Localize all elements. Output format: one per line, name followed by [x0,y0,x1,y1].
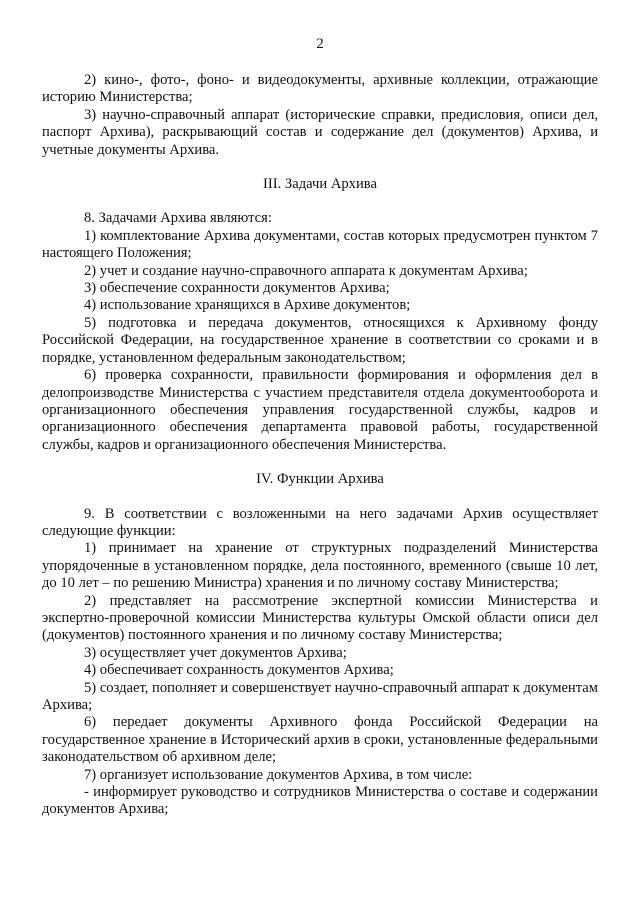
paragraph: 2) представляет на рассмотрение экспертной комиссии Министерства и экспертно-проверочной комиссии Министерства культуры Омской области описи дел (документов) постоянного хранения и по личному составу Министерства; [42,592,598,644]
section-heading: IV. Функции Архива [256,471,384,488]
paragraph: 8. Задачами Архива являются: [84,210,272,227]
paragraph: 1) принимает на хранение от структурных подразделений Министерства упорядоченные в установленном порядке, дела постоянного, временного (свыше 10 лет, до 10 лет – по решению Министра) хранения и по личному составу Министерства; [42,540,598,592]
section-heading: III. Задачи Архива [263,176,377,193]
page-number: 2 [316,36,324,52]
paragraph: 6) передает документы Архивного фонда Российской Федерации на государственное хранение в Исторический архив в сроки, установленные федеральными законодательством об архивном деле; [42,714,598,766]
paragraph: 1) комплектование Архива документами, состав которых предусмотрен пунктом 7 настоящего Положения; [42,227,598,262]
paragraph: 3) осуществляет учет документов Архива; [84,644,347,661]
paragraph: 3) обеспечение сохранности документов Архива; [84,280,390,297]
paragraph: 4) обеспечивает сохранность документов Архива; [84,662,394,679]
paragraph: 5) создает, пополняет и совершенствует научно-справочный аппарат к документам Архива; [42,679,598,713]
paragraph: 4) использование хранящихся в Архиве документов; [84,297,411,314]
document-body [42,72,598,819]
paragraph: 7) организует использование документов Архива, в том числе: [84,766,473,783]
paragraph: 3) научно-справочный аппарат (исторические справки, предисловия, описи дел, паспорт Архива), раскрывающий состав и содержание дел (документов) Архива, и учетные документы Архива. [42,106,598,158]
paragraph: - информирует руководство и сотрудников Министерства о составе и содержании документов Архива; [42,784,598,818]
paragraph: 5) подготовка и передача документов, относящихся к Архивному фонду Российской Федерации, на государственное хранение в соответствии со сроками и в порядке, установленном федеральным законодательством; [42,314,598,366]
paragraph: 2) кино-, фото-, фоно- и видеодокументы, архивные коллекции, отражающие историю Министерства; [42,72,598,106]
paragraph: 2) учет и создание научно-справочного аппарата к документам Архива; [84,262,528,279]
paragraph: 9. В соответствии с возложенными на него задачами Архив осуществляет следующие функции: [42,505,598,539]
paragraph: 6) проверка сохранности, правильности формирования и оформления дел в делопроизводстве Министерства с участием представителя отдела документооборота и организационного обеспечения управления государственной службы, кадров и организационного обеспечения департамента правовой работы, государственной службы, кадров и организационного обеспечения Министерства. [42,367,598,453]
